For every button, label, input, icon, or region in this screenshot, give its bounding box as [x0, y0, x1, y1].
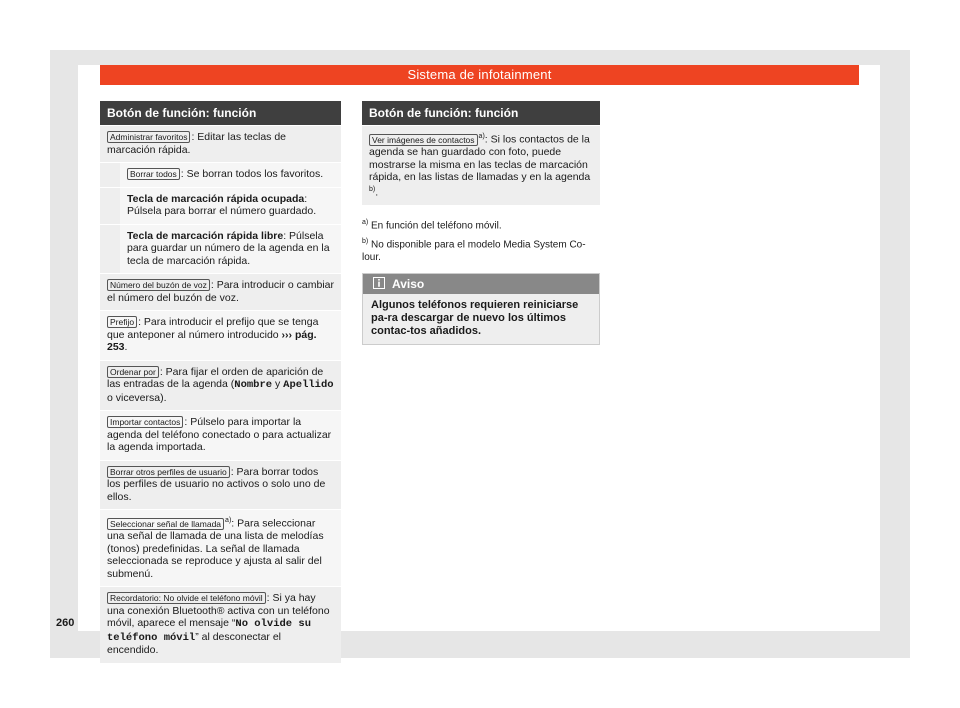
right-column	[362, 101, 600, 345]
function-button-label: Número del buzón de voz	[107, 279, 210, 291]
table-row	[100, 273, 341, 310]
table-row: Ordenar por : Para fijar el orden de aparición de las entradas de la agenda (Nombre y Apellido o viceversa).	[100, 360, 341, 411]
table-heading: Botón de función: función	[100, 101, 341, 125]
function-button-label: Borrar todos	[127, 168, 180, 180]
display-text: No olvide su teléfono móvil	[107, 618, 312, 644]
function-description: : Para introducir el prefijo que se tenga que anteponer al número introducido	[107, 316, 319, 341]
table-row: Recordatorio: No olvide el teléfono móvil : Si ya hay una conexión Bluetooth® activa con un teléfono móvil, aparece el mensaje “No olvide su teléfono móvil” al desconectar el encendido.	[100, 586, 341, 663]
table-subrow	[100, 187, 341, 224]
footnote-ref: a)	[225, 517, 232, 524]
table-subrow	[100, 162, 341, 187]
function-button-label: Ver imágenes de contactos	[369, 134, 478, 146]
function-description: : Si ya hay una conexión Bluetooth® activa con un teléfono móvil, aparece el mensaje “	[107, 592, 330, 629]
page-number: 260	[56, 617, 75, 629]
footnote-ref: a)	[478, 133, 485, 140]
function-description: : Para fijar el orden de aparición de las entradas de la agenda (	[107, 365, 324, 390]
footnote: $^{b)}$ No disponible para el modelo Media System Co-lour.	[362, 238, 586, 264]
function-description: : Para seleccionar una señal de llamada de una lista de melodías (tonos) predefinidas. La señal de llamada seleccionada se reproduce y ajusta al salir del submenú.	[107, 517, 324, 580]
function-button-label: Ordenar por	[107, 366, 159, 378]
function-description: : Para borrar todos los perfiles de usuario no activos o solo uno de ellos.	[107, 465, 326, 503]
function-description: : Púlsela para guardar un número de la agenda en la tecla de marcación rápida.	[127, 229, 330, 267]
function-description: : Editar las teclas de marcación rápida.	[107, 131, 287, 156]
chapter-banner: Sistema de infotainment	[100, 65, 859, 85]
function-button-label: Importar contactos	[107, 416, 183, 428]
function-button-label: Borrar otros perfiles de usuario	[107, 466, 230, 478]
notice-header	[363, 274, 599, 294]
table-heading: Botón de función: función	[362, 101, 600, 125]
function-button-label: Seleccionar señal de llamada	[107, 518, 224, 530]
table-subrow	[100, 224, 341, 274]
table-row	[100, 509, 341, 586]
footnotes	[362, 217, 600, 265]
function-description: : Para introducir o cambiar el número del buzón de voz.	[107, 279, 335, 304]
function-description: : Púlsela para borrar el número guardado.	[127, 192, 317, 217]
subfunction-label: Tecla de marcación rápida libre	[127, 229, 284, 242]
function-table-left	[100, 101, 341, 663]
function-button-label: Prefijo	[107, 316, 137, 328]
function-button-label: Recordatorio: No olvide el teléfono móvil	[107, 592, 266, 604]
notice-box	[362, 273, 600, 345]
table-row: Ver imágenes de contactos $^{a)}$: Si los contactos de la agenda se han guardado con foto, puede mostrarse la misma en las teclas de marcación rápida, en las listas de llamadas y en la agenda $^{b)}$.	[362, 125, 600, 205]
subfunction-label: Tecla de marcación rápida ocupada	[127, 192, 305, 205]
table-row	[100, 460, 341, 510]
function-description: : Si los contactos de la agenda se han guardado con foto, puede mostrarse la misma en las teclas de marcación rápida, en las listas de llamadas y en la agenda	[369, 133, 591, 183]
function-description: : Púlselo para importar la agenda del teléfono conectado o para actualizar la agenda importada.	[107, 416, 332, 453]
info-icon	[373, 277, 385, 289]
display-text: Apellido	[283, 379, 334, 391]
notice-text: Algunos teléfonos requieren reiniciarse pa-ra descargar de nuevo los últimos contac-tos añadidos.	[371, 298, 579, 337]
notice-title: Aviso	[392, 276, 425, 291]
function-button-label: Administrar favoritos	[107, 131, 190, 143]
table-row	[100, 410, 341, 460]
table-row	[100, 125, 341, 162]
function-description: : Se borran todos los favoritos.	[180, 168, 324, 180]
table-row: Prefijo : Para introducir el prefijo que se tenga que anteponer al número introducido ››› pág. 253.	[100, 310, 341, 360]
page-reference: ››› pág. 253	[107, 328, 317, 353]
footnote-ref: b)	[369, 185, 376, 193]
footnote: $^{a)}$ En función del teléfono móvil.	[362, 218, 502, 231]
display-text: Nombre	[234, 379, 273, 391]
